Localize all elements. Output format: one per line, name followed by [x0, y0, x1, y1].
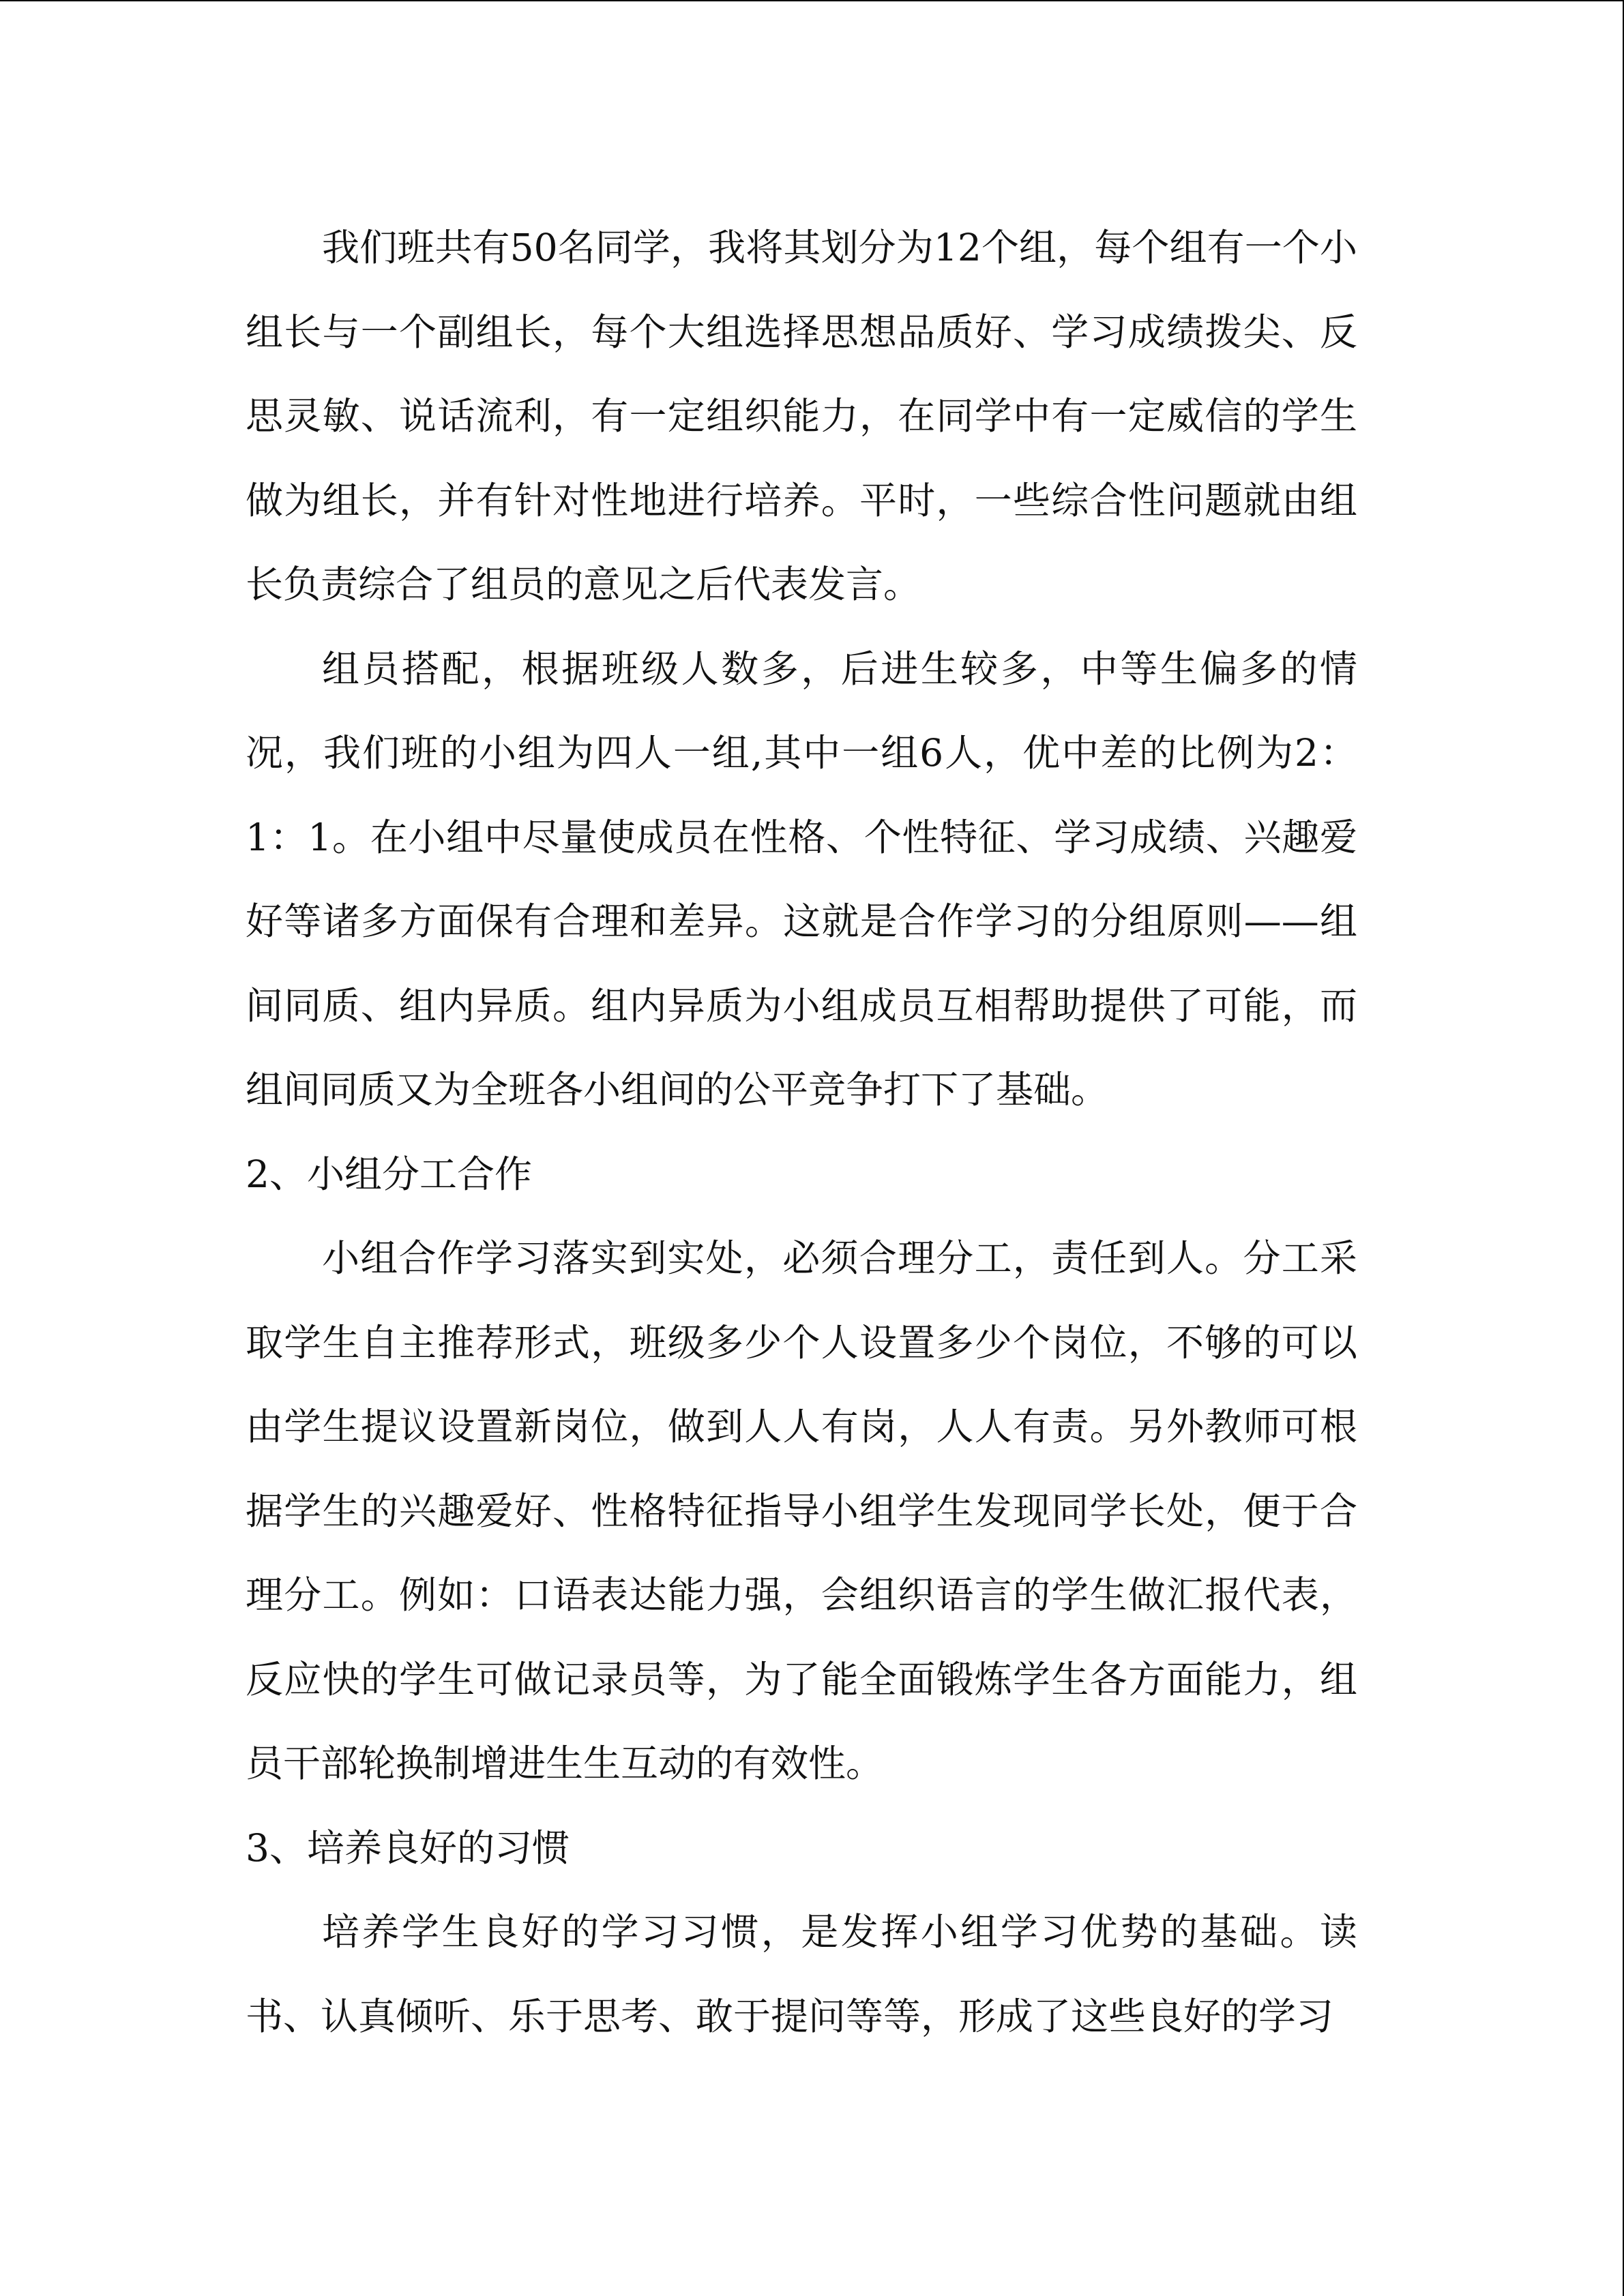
paragraph-group-composition: 组员搭配，根据班级人数多，后进生较多，中等生偏多的情况，我们班的小组为四人一组,其中一组6人，优中差的比例为2：1：1。在小组中尽量使成员在性格、个性特征、学习成绩、兴趣爱好等诸多方面保有合理和差异。这就是合作学习的分组原则——组间同质、组内异质。组内异质为小组成员互相帮助提供了可能，而组间同质又为全班各小组间的公平竞争打下了基础。	[246, 646, 1357, 1112]
document-body	[246, 206, 1357, 2059]
paragraph-group-leaders: 我们班共有50名同学，我将其划分为12个组，每个组有一个小组长与一个副组长，每个大组选择思想品质好、学习成绩拨尖、反思灵敏、说话流利，有一定组织能力，在同学中有一定威信的学生做为组长，并有针对性地进行培养。平时，一些综合性问题就由组长负责综合了组员的意见之后代表发言。	[246, 226, 1357, 606]
section-heading-division-of-labor: 2、小组分工合作	[246, 1152, 532, 1196]
paragraph-good-habits: 培养学生良好的学习习惯，是发挥小组学习优势的基础。读书、认真倾听、乐于思考、敢于提问等等，形成了这些良好的学习	[246, 1910, 1357, 2038]
paragraph-division-of-labor: 小组合作学习落实到实处，必须合理分工，责任到人。分工采取学生自主推荐形式，班级多少个人设置多少个岗位，不够的可以由学生提议设置新岗位，做到人人有岗，人人有责。另外教师可根据学生的兴趣爱好、性格特征指导小组学生发现同学长处，便于合理分工。例如：口语表达能力强，会组织语言的学生做汇报代表，反应快的学生可做记录员等，为了能全面锻炼学生各方面能力，组员干部轮换制增进生生互动的有效性。	[246, 1236, 1357, 1785]
section-heading-good-habits: 3、培养良好的习惯	[246, 1825, 570, 1870]
